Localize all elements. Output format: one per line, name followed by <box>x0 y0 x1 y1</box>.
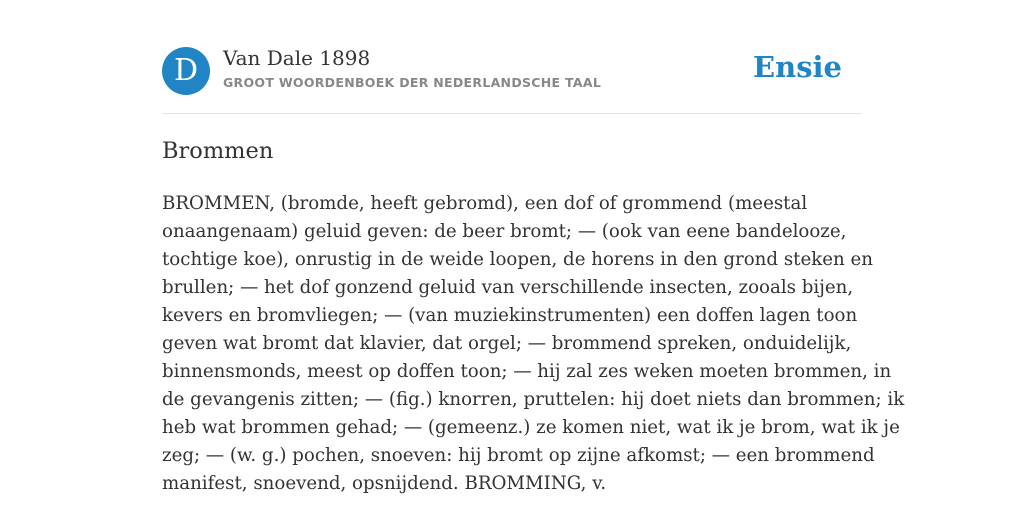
definition-line: de gevangenis zitten; — (fig.) knorren, pruttelen: hij doet niets dan brommen; ik <box>162 389 905 410</box>
definition-line: zeg; — (w. g.) pochen, snoeven: hij bromt op zijne afkomst; — een brommend <box>162 445 875 466</box>
dictionary-avatar[interactable]: D <box>162 47 210 95</box>
definition-line: tochtige koe), onrustig in de weide loopen, de horens in den grond steken en <box>162 249 873 270</box>
definition-line: heb wat brommen gehad; — (gemeenz.) ze komen niet, wat ik je brom, wat ik je <box>162 417 900 438</box>
definition-line: kevers en bromvliegen; — (van muziekinstrumenten) een doffen lagen toon <box>162 305 858 326</box>
dictionary-title[interactable]: Van Dale 1898 <box>223 46 371 70</box>
dictionary-subtitle: GROOT WOORDENBOEK DER NEDERLANDSCHE TAAL <box>223 75 602 90</box>
header-divider <box>162 113 862 114</box>
definition-line: onaangenaam) geluid geven: de beer bromt; — (ook van eene bandelooze, <box>162 221 847 242</box>
dictionary-header <box>162 46 862 96</box>
entry-definition <box>162 190 905 498</box>
brand-logo[interactable]: Ensie <box>753 50 842 84</box>
entry-term: Brommen <box>162 138 274 164</box>
definition-line: BROMMEN, (bromde, heeft gebromd), een dof of grommend (meestal <box>162 193 808 214</box>
definition-line: brullen; — het dof gonzend geluid van verschillende insecten, zooals bijen, <box>162 277 854 298</box>
definition-line: manifest, snoevend, opsnijdend. BROMMING, v. <box>162 473 607 494</box>
definition-line: binnensmonds, meest op doffen toon; — hij zal zes weken moeten brommen, in <box>162 361 892 382</box>
definition-line: geven wat bromt dat klavier, dat orgel; — brommend spreken, onduidelijk, <box>162 333 852 354</box>
